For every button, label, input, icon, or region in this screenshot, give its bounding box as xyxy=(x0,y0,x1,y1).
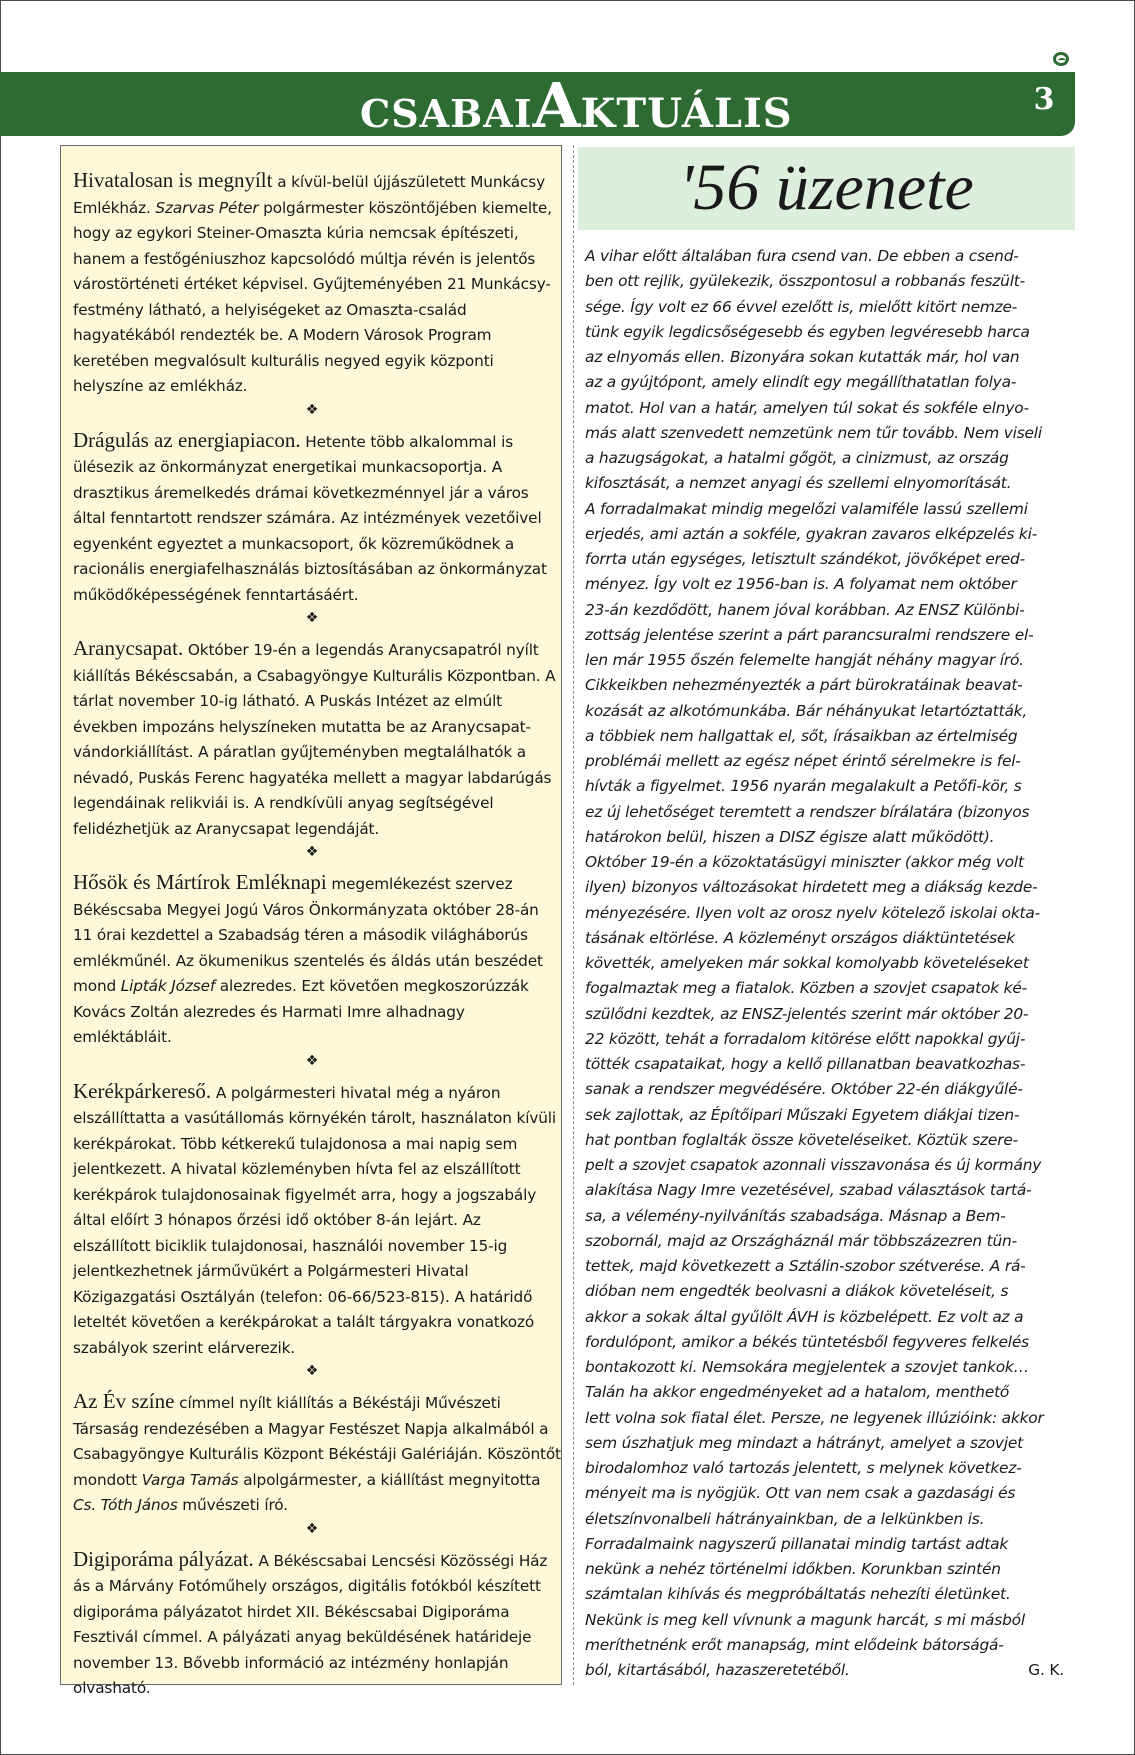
news-column xyxy=(60,145,562,1697)
news-text xyxy=(73,636,561,842)
separator-diamond-icon: ❖ xyxy=(305,610,319,626)
separator-diamond-icon: ❖ xyxy=(305,1520,319,1537)
news-text xyxy=(73,870,561,1051)
article-line: bontakozott ki. Nemsokára megjelentek a szovjet tankok… xyxy=(585,1358,1029,1376)
article-line: Forradalmaink nagyszerű pillanatai mindig tartást adtak xyxy=(585,1534,1009,1553)
news-headline: Az Év színe xyxy=(73,1389,175,1413)
article-line: más alatt szenvedett nemzetünk nem tűr tovább. Nem viseli xyxy=(585,423,1042,442)
news-item xyxy=(73,1547,561,1702)
news-headline: Hivatalosan is megnyílt xyxy=(73,168,273,192)
article-line: tünk egyik legdicsőségesebb és egyben legvéresebb harca xyxy=(585,322,1030,341)
article-line: sem úszhatjuk meg mindazt a hátrányt, amelyet a szovjet xyxy=(585,1433,1024,1452)
news-text xyxy=(73,1547,561,1702)
article-line: matot. Hol van a határ, amelyen túl sokat és sokféle elnyo- xyxy=(585,398,1029,417)
article-line: nekünk a nehéz történelmi időkben. Korunkban szintén xyxy=(585,1560,1001,1578)
news-text xyxy=(73,168,561,400)
article-line: akkor a sokak által gyűlölt ÁVH is közbelépett. Ez volt az a xyxy=(585,1307,1024,1326)
article-line: fordulópont, amikor a békés tüntetésből fegyveres felkelés xyxy=(585,1332,1029,1351)
article-line: ményez. Így volt ez 1956-ban is. A folyamat nem október xyxy=(585,575,1017,594)
article-line: életszínvonalbeli hátrányainkban, de a lelkünkben is. xyxy=(585,1509,985,1528)
news-name: Lipták József xyxy=(120,977,216,995)
article-line: forrta után egységes, letisztult szándékot, jövőképet ered- xyxy=(585,550,1025,568)
news-item xyxy=(73,168,561,400)
news-text xyxy=(73,1389,561,1519)
article-title: '56 üzenete xyxy=(679,151,974,224)
article-line: számtalan kihívás és megpróbáltatás nehezíti életünket. xyxy=(585,1585,1011,1604)
page-number: 3 xyxy=(1033,82,1055,117)
article-line: A forradalmakat mindig megelőzi valamiféle lassú szellemi xyxy=(585,499,1028,518)
article-line: pelt a szovjet csapatok azonnali visszavonása és új kormány xyxy=(585,1156,1042,1174)
news-text xyxy=(73,428,561,609)
article-line: sége. Így volt ez 66 évvel ezelőtt is, mielőtt kitört nemze- xyxy=(585,297,1018,316)
article-line: ményeit ma is nyögjük. Ott van nem csak a gazdasági és xyxy=(585,1484,1016,1503)
article-line: szobornál, majd az Országháznál már többszázezren tün- xyxy=(585,1231,1017,1250)
article-line: sa, a vélemény-nyilvánítás szabadsága. Másnap a Bem- xyxy=(585,1206,1006,1225)
article-body xyxy=(585,244,1072,1683)
article-line: Október 19-én a közoktatásügyi miniszter (akkor még volt xyxy=(585,853,1024,871)
article-line: hat pontban foglalták össze követeléseiket. Köztük szere- xyxy=(585,1130,1018,1149)
article-line: a hazugságokat, a hatalmi gőgöt, a cinizmust, az ország xyxy=(585,449,1009,467)
masthead-part3: KTUÁLIS xyxy=(580,90,793,137)
news-body: Hetente több alkalommal is ülésezik az önkormányzat energetikai munkacsoportja. A drasztikus áremelkedés drámai következménnyel jár a város által fenntartott rendszer számára. Az intézmények vezetőivel egyenként egyeztet a munkacsoport, ők közreműködnek a racionális energiafelhasználás biztosításában az önkormányzat működőképességének fenntartásáért. xyxy=(73,432,547,604)
news-text xyxy=(73,1079,561,1362)
news-headline: Drágulás az energiapiacon. xyxy=(73,427,301,452)
article-line: ból, kitartásából, hazaszeretetéből. xyxy=(585,1661,850,1679)
news-item xyxy=(73,636,561,842)
news-headline: Hősök és Mártírok Emléknapi xyxy=(73,870,327,894)
news-body: A Békéscsabai Lencsési Közösségi Ház ás a Márvány Fotóműhely országos, digitális fotókból készített digiporáma pályázatot hirdet XII. Békéscsabai Digiporáma Fesztivál címmel. A pályázati anyag beküldésének határideje november 13. Bővebb információ az intézmény honlapján olvasható. xyxy=(73,1551,548,1697)
news-body: címmel nyílt kiállítás a Békéstáji Művészeti Társaság rendezésében a Magyar Festészet Napja alkalmából a Csabagyöngye Kulturális Központ Békéstáji Galériáján. Köszöntőt mondott xyxy=(73,1394,561,1489)
masthead-part1: CSABAI xyxy=(360,91,533,136)
article-line: Cikkeikben nehezményezték a párt bürokratáinak beavat- xyxy=(585,676,1023,695)
article-line: határokon belül, hiszen a DISZ égisze alatt működött). xyxy=(585,827,995,846)
article-line: A vihar előtt általában fura csend van. De ebben a csend- xyxy=(585,247,1019,265)
swirl-ornament-icon xyxy=(1053,52,1069,66)
news-name: Szarvas Péter xyxy=(155,198,259,217)
article-line: birodalomhoz való tartozás jelentett, s melynek következ- xyxy=(585,1459,1022,1477)
news-headline: Kerékpárkereső. xyxy=(73,1078,212,1103)
news-name: Cs. Tóth János xyxy=(73,1496,178,1514)
article-line: ilyen) bizonyos változásokat hirdetett meg a diákság kezde- xyxy=(585,878,1038,897)
article-line: tötték csapataikat, hogy a kellő pillanatban beavatkozhas- xyxy=(585,1055,1026,1073)
article-line: tásának eltörlése. A közleményt országos diáktüntetések xyxy=(585,928,1015,947)
article-line: problémái mellett az egész népet érintő sérelmekre is fel- xyxy=(585,752,1021,770)
news-body: alpolgármester, a kiállítást megnyitotta xyxy=(238,1470,541,1489)
masthead-part2: A xyxy=(532,69,581,142)
separator-diamond-icon: ❖ xyxy=(305,1052,319,1069)
article-line: a többiek nem hallgattak el, sőt, írásaikban az értelmiség xyxy=(585,726,1018,745)
column-divider xyxy=(573,145,574,1685)
news-body: alezredes. Ezt követően megkoszorúzzák Kovács Zoltán alezredes és Harmati Imre alhadnagy emléktábláit. xyxy=(73,977,529,1046)
article-line: tettek, majd következett a Sztálin-szobor szétverése. A rá- xyxy=(585,1257,1026,1275)
author-signature: G. K. xyxy=(1028,1661,1064,1679)
news-headline: Aranycsapat. xyxy=(73,636,184,660)
article-line: ményezésére. Ilyen volt az orosz nyelv kötelező iskolai okta- xyxy=(585,903,1040,922)
article-line: kifosztását, a nemzet anyagi és szellemi elnyomorítását. xyxy=(585,474,1012,493)
article-line: 22 között, tehát a forradalom kitörése előtt napokkal gyűj- xyxy=(585,1029,1026,1048)
article-line: fogalmaztak meg a fiatalok. Közben a szovjet csapatok ké- xyxy=(585,979,1027,998)
news-name: Varga Tamás xyxy=(141,1470,239,1489)
article-line: 23-án kezdődött, hanem jóval korábban. Az ENSZ Különbi- xyxy=(585,600,1025,619)
article-line: ez új lehetőséget teremtett a rendszer bírálatára (bizonyos xyxy=(585,802,1030,821)
article-line: az elnyomás ellen. Bizonyára sokan kutatták már, hol van xyxy=(585,348,1020,366)
article-line: Nekünk is meg kell vívnunk a magunk harcát, s mi másból xyxy=(585,1610,1025,1629)
article-line: sanak a rendszer megvédésére. Október 22-én diákgyűlé- xyxy=(585,1080,1023,1099)
article-line: lett volna sok fiatal élet. Persze, ne legyenek illúzióink: akkor xyxy=(585,1408,1044,1427)
separator-diamond-icon: ❖ xyxy=(305,1363,319,1379)
news-body: a kívül-belül újjászületett Munkácsy Emlékház. xyxy=(73,173,546,217)
article-line: sek zajlottak, az Építőipari Műszaki Egyetem diákjai tizen- xyxy=(585,1105,1020,1124)
masthead xyxy=(360,69,793,152)
news-body: polgármester köszöntőjében kiemelte, hogy az egykori Steiner-Omaszta kúria nemcsak építészeti, hanem a festőgéniuszhoz kapcsolódó múltja révén is jelentős várostörténeti értéket képvisel. Gyűjteményében 21 Munkácsy-festmény látható, a helyiségeket az Omaszta-család hagyatékából rendezték be. A Modern Városok Program keretében megvalósult kulturális negyed egyik központi helyszíne az emlékház. xyxy=(73,198,552,395)
news-item xyxy=(73,870,561,1051)
news-item xyxy=(73,1079,561,1362)
article-line: ben ott rejlik, gyülekezik, összpontosul a robbanás feszült- xyxy=(585,272,1025,291)
article-line: hívták a figyelmet. 1956 nyarán megalakult a Petőfi-kör, s xyxy=(585,777,1022,796)
article-line: Talán ha akkor engedményeket ad a hatalom, menthető xyxy=(585,1383,1010,1402)
separator-diamond-icon: ❖ xyxy=(305,844,319,860)
article-line: szülődni kezdtek, az ENSZ-jelentés szerint már október 20- xyxy=(585,1004,1029,1023)
news-item xyxy=(73,428,561,609)
news-headline: Digiporáma pályázat. xyxy=(73,1546,254,1571)
separator-diamond-icon: ❖ xyxy=(305,401,319,418)
article-line: zottság jelentése szerint a párt parancsuralmi rendszere el- xyxy=(585,625,1034,644)
article-line: követték, amelyeken már sokkal komolyabb követeléseket xyxy=(585,954,1029,972)
news-body: Október 19-én a legendás Aranycsapatról nyílt kiállítás Békéscsabán, a Csabagyöngye Kulturális Központban. A tárlat november 10-ig látható. A Puskás Intézet az elmúlt években impozáns helyszíneken mutatta be az Aranycsapat-vándorkiállítást. A páratlan gyűjteményben megtalálhatók a névadó, Puskás Ferenc hagyatéka mellett a magyar labdarúgás legendáinak relikviái is. A rendkívüli anyag segítségével felidézhetjük az Aranycsapat legendáját. xyxy=(73,641,556,838)
news-body: megemlékezést szervez Békéscsaba Megyei Jogú Város Önkormányzata október 28-án 11 órai kezdettel a Szabadság téren a második világháborús emlékműnél. Az ökumenikus szentelés és áldás után beszédet mond xyxy=(73,875,543,995)
article-line: kozását az alkotómunkába. Bár néhányukat letartóztatták, xyxy=(585,701,1028,720)
article-line: dióban nem engedték beolvasni a diákok követeléseit, s xyxy=(585,1282,1009,1301)
article-line: erjedés, ami aztán a sokféle, gyakran zavaros elképzelés ki- xyxy=(585,524,1038,543)
news-body: A polgármesteri hivatal még a nyáron elszállíttatta a vasútállomás környékén tárolt, használaton kívüli kerékpárokat. Több kétkerekű tulajdonosa a mai napig sem jelentkezett. A hivatal közleményben hívta fel az elszállított kerékpárok tulajdonosainak figyelmét arra, hogy a jogszabály által előírt 3 hónapos őrzési idő október 8-án lejárt. Az elszállított biciklik tulajdonosai, használói november 15-ig jelentkezhetnek járművükért a Polgármesteri Hivatal Közigazgatási Osztályán (telefon: 06-66/523-815). A határidő leteltét követően a kerékpárokat a talált tárgyakra vonatkozó szabályok szerint elárverezik. xyxy=(73,1083,556,1357)
news-item xyxy=(73,1389,561,1519)
article-closing xyxy=(585,1658,1072,1683)
article-line: meríthetnénk erőt manapság, mint elődeink bátorságá- xyxy=(585,1635,1004,1654)
article-line: alakítása Nagy Imre vezetésével, szabad választások tartá- xyxy=(585,1181,1032,1200)
news-body: művészeti író. xyxy=(177,1496,288,1514)
article-line: len már 1955 őszén felemelte hangját néhány magyar író. xyxy=(585,651,1024,669)
article-line: az a gyújtópont, amely elindít egy megállíthatatlan folya- xyxy=(585,373,1017,392)
